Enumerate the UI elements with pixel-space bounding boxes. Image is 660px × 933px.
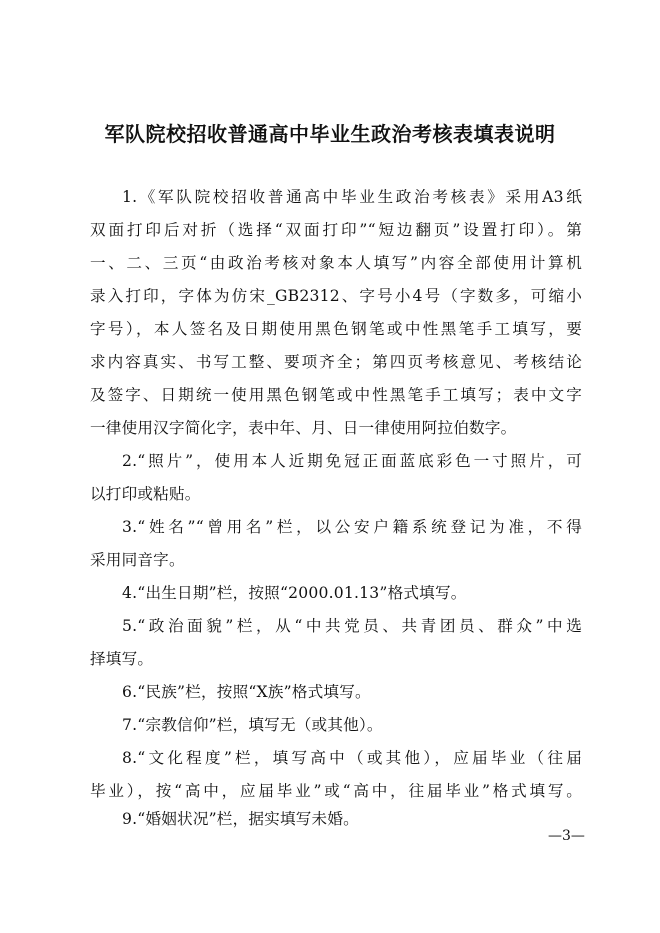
body-line: 双面打印后对折（选择“双面打印”“短边翻页”设置打印）。第 xyxy=(90,221,582,239)
body-line: 录入打印，字体为仿宋_GB2312、字号小4号（字数多，可缩小 xyxy=(90,287,582,305)
body-line: 择填写。 xyxy=(90,650,154,668)
body-line: 一律使用汉字简化字，表中年、月、日一律使用阿拉伯数字。 xyxy=(90,419,517,437)
body-line: 字号），本人签名及日期使用黑色钢笔或中性黑笔手工填写，要 xyxy=(90,320,582,338)
body-line: 毕业），按“高中，应届毕业”或“高中，往届毕业”格式填写。 xyxy=(90,782,582,800)
body-line: 及签字、日期统一使用黑色钢笔或中性黑笔手工填写；表中文字 xyxy=(90,386,582,404)
body-line: 8.“文化程度”栏，填写高中（或其他），应届毕业（往届 xyxy=(122,749,582,767)
body-line: 4.“出生日期”栏，按照“2000.01.13”格式填写。 xyxy=(122,584,467,602)
body-line: 2.“照片”，使用本人近期免冠正面蓝底彩色一寸照片，可 xyxy=(122,452,582,470)
body-line: 采用同音字。 xyxy=(90,551,185,569)
body-line: 7.“宗教信仰”栏，填写无（或其他）。 xyxy=(122,716,383,734)
body-line: 以打印或粘贴。 xyxy=(90,485,201,503)
body-line: 6.“民族”栏，按照“X族”格式填写。 xyxy=(122,683,371,701)
body-line: 1.《军队院校招收普通高中毕业生政治考核表》采用A3纸 xyxy=(122,188,582,206)
body-line: 5.“政治面貌”栏，从“中共党员、共青团员、群众”中选 xyxy=(122,617,582,635)
page-number: —3— xyxy=(548,828,585,844)
body-line: 9.“婚姻状况”栏，据实填写未婚。 xyxy=(122,810,359,828)
body-line: 3.“姓名”“曾用名”栏，以公安户籍系统登记为准，不得 xyxy=(122,518,582,536)
body-line: 求内容真实、书写工整、要项齐全；第四页考核意见、考核结论 xyxy=(90,353,582,371)
body-line: 一、二、三页“由政治考核对象本人填写”内容全部使用计算机 xyxy=(90,254,582,272)
document-title: 军队院校招收普通高中毕业生政治考核表填表说明 xyxy=(104,122,556,146)
